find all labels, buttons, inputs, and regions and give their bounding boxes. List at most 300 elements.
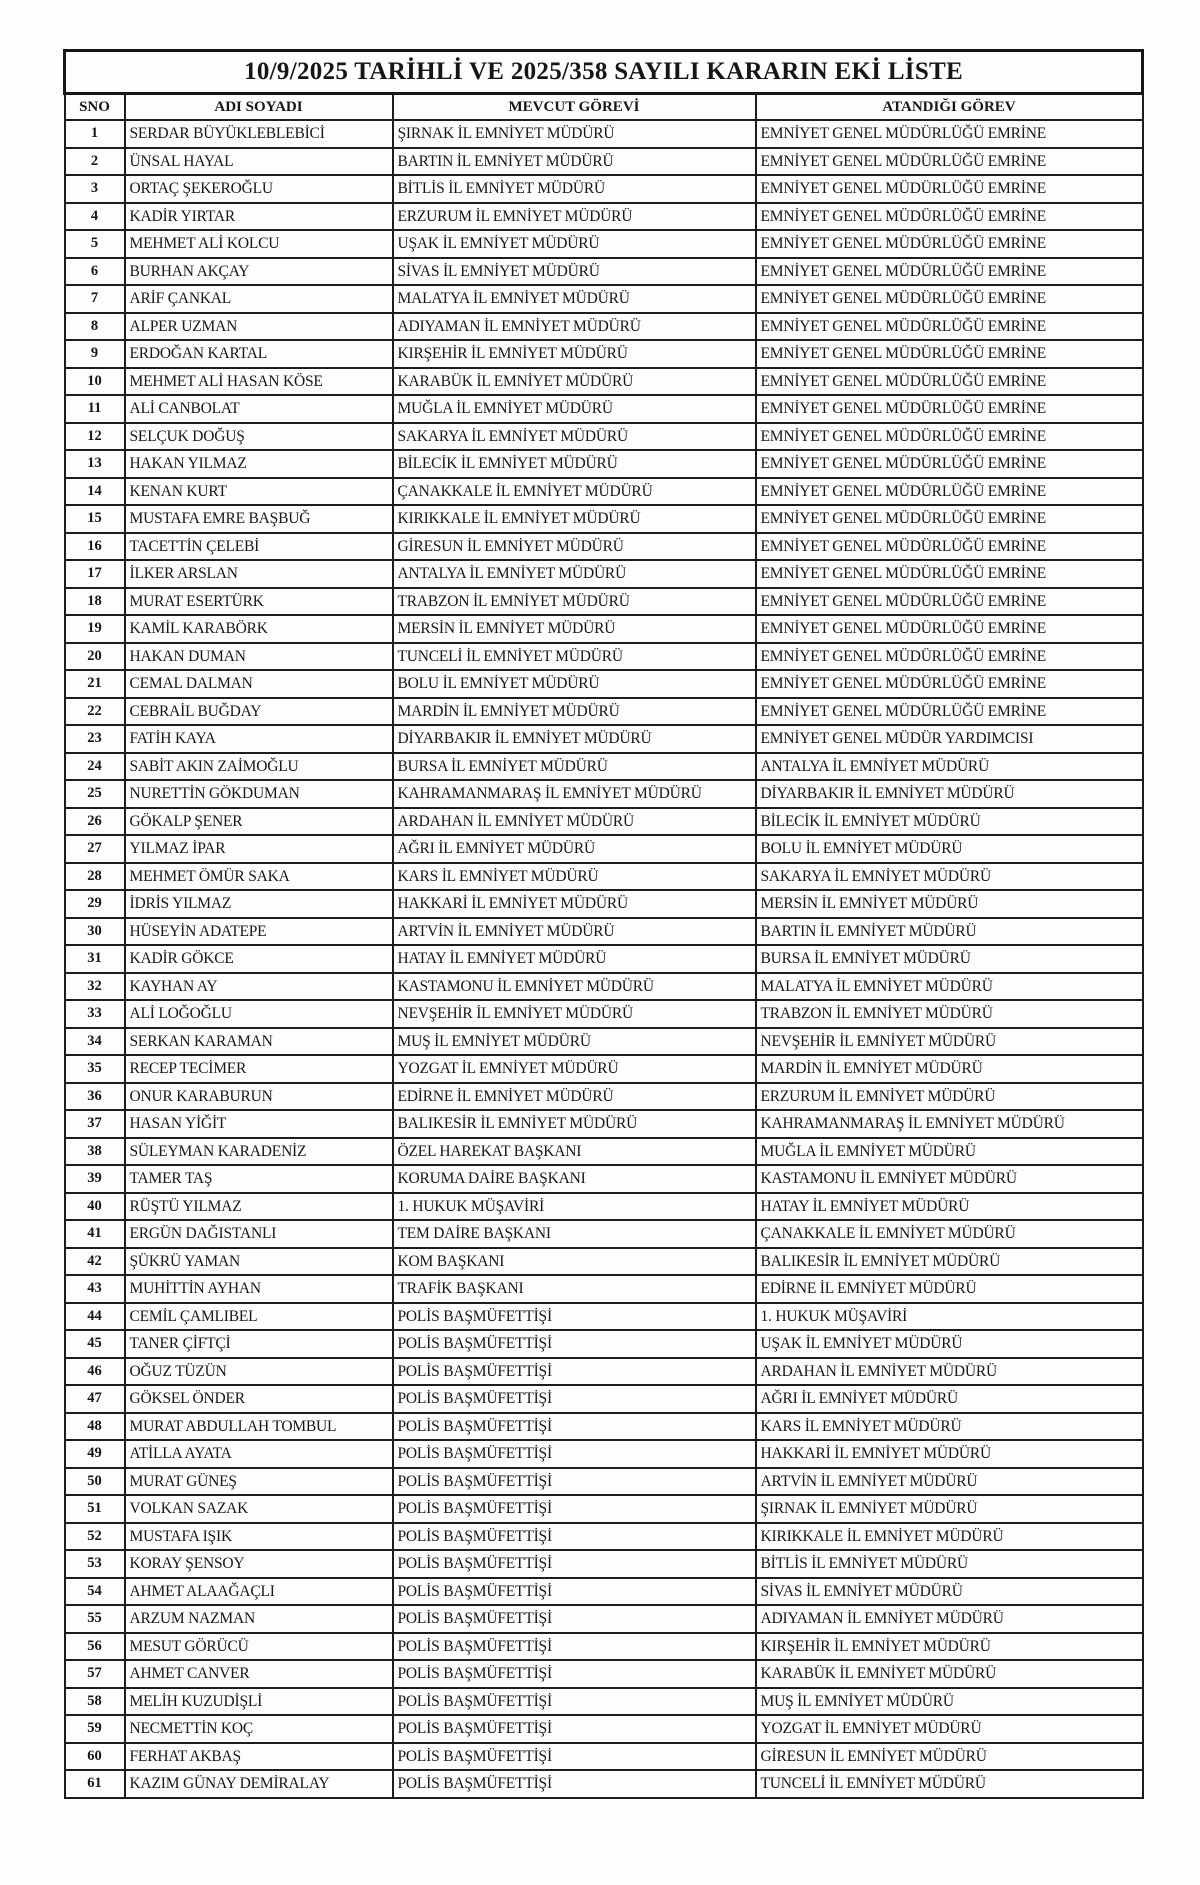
assigned-position-cell: EMNİYET GENEL MÜDÜRLÜĞÜ EMRİNE [756, 505, 1143, 533]
current-position-cell: BALIKESİR İL EMNİYET MÜDÜRÜ [393, 1110, 756, 1138]
table-header-row [65, 94, 1143, 121]
table-row [65, 1385, 1143, 1413]
name-cell: ONUR KARABURUN [125, 1083, 393, 1111]
current-position-cell: ERZURUM İL EMNİYET MÜDÜRÜ [393, 203, 756, 231]
name-cell: ALPER UZMAN [125, 313, 393, 341]
current-position-cell: POLİS BAŞMÜFETTİŞİ [393, 1550, 756, 1578]
assigned-position-cell: ARTVİN İL EMNİYET MÜDÜRÜ [756, 1468, 1143, 1496]
current-position-cell: POLİS BAŞMÜFETTİŞİ [393, 1605, 756, 1633]
row-number-cell: 6 [65, 258, 125, 286]
current-position-cell: TEM DAİRE BAŞKANI [393, 1220, 756, 1248]
table-row [65, 1468, 1143, 1496]
assigned-position-cell: EMNİYET GENEL MÜDÜRLÜĞÜ EMRİNE [756, 258, 1143, 286]
row-number-cell: 31 [65, 945, 125, 973]
current-position-cell: KARS İL EMNİYET MÜDÜRÜ [393, 863, 756, 891]
assigned-position-cell: MUŞ İL EMNİYET MÜDÜRÜ [756, 1688, 1143, 1716]
row-number-cell: 5 [65, 230, 125, 258]
assigned-position-cell: BURSA İL EMNİYET MÜDÜRÜ [756, 945, 1143, 973]
table-row [65, 1358, 1143, 1386]
assigned-position-cell: HATAY İL EMNİYET MÜDÜRÜ [756, 1193, 1143, 1221]
table-row [65, 1248, 1143, 1276]
name-cell: SERDAR BÜYÜKLEBLEBİCİ [125, 120, 393, 148]
row-number-cell: 1 [65, 120, 125, 148]
assigned-position-cell: AĞRI İL EMNİYET MÜDÜRÜ [756, 1385, 1143, 1413]
table-row [65, 368, 1143, 396]
assigned-position-cell: KASTAMONU İL EMNİYET MÜDÜRÜ [756, 1165, 1143, 1193]
table-row [65, 863, 1143, 891]
assigned-position-cell: ANTALYA İL EMNİYET MÜDÜRÜ [756, 753, 1143, 781]
name-cell: MELİH KUZUDİŞLİ [125, 1688, 393, 1716]
row-number-cell: 22 [65, 698, 125, 726]
name-cell: MEHMET ÖMÜR SAKA [125, 863, 393, 891]
row-number-cell: 7 [65, 285, 125, 313]
assigned-position-cell: BOLU İL EMNİYET MÜDÜRÜ [756, 835, 1143, 863]
table-row [65, 505, 1143, 533]
table-row [65, 285, 1143, 313]
assigned-position-cell: ADIYAMAN İL EMNİYET MÜDÜRÜ [756, 1605, 1143, 1633]
table-row [65, 835, 1143, 863]
assigned-position-cell: KIRŞEHİR İL EMNİYET MÜDÜRÜ [756, 1633, 1143, 1661]
assigned-position-cell: KIRIKKALE İL EMNİYET MÜDÜRÜ [756, 1523, 1143, 1551]
name-cell: CEBRAİL BUĞDAY [125, 698, 393, 726]
table-row [65, 533, 1143, 561]
table-row [65, 1138, 1143, 1166]
row-number-cell: 30 [65, 918, 125, 946]
name-cell: KADİR YIRTAR [125, 203, 393, 231]
table-row [65, 1303, 1143, 1331]
assigned-position-cell: EMNİYET GENEL MÜDÜRLÜĞÜ EMRİNE [756, 203, 1143, 231]
current-position-cell: ARDAHAN İL EMNİYET MÜDÜRÜ [393, 808, 756, 836]
name-cell: NECMETTİN KOÇ [125, 1715, 393, 1743]
row-number-cell: 57 [65, 1660, 125, 1688]
current-position-cell: MERSİN İL EMNİYET MÜDÜRÜ [393, 615, 756, 643]
assigned-position-cell: 1. HUKUK MÜŞAVİRİ [756, 1303, 1143, 1331]
table-row [65, 203, 1143, 231]
current-position-cell: TUNCELİ İL EMNİYET MÜDÜRÜ [393, 643, 756, 671]
name-cell: ŞÜKRÜ YAMAN [125, 1248, 393, 1276]
current-position-cell: KIRŞEHİR İL EMNİYET MÜDÜRÜ [393, 340, 756, 368]
assigned-position-cell: EMNİYET GENEL MÜDÜRLÜĞÜ EMRİNE [756, 643, 1143, 671]
assigned-position-cell: EMNİYET GENEL MÜDÜRLÜĞÜ EMRİNE [756, 368, 1143, 396]
name-cell: HÜSEYİN ADATEPE [125, 918, 393, 946]
table-row [65, 395, 1143, 423]
current-position-cell: ÖZEL HAREKAT BAŞKANI [393, 1138, 756, 1166]
name-cell: MESUT GÖRÜCÜ [125, 1633, 393, 1661]
row-number-cell: 53 [65, 1550, 125, 1578]
assigned-position-cell: EMNİYET GENEL MÜDÜRLÜĞÜ EMRİNE [756, 230, 1143, 258]
current-position-cell: POLİS BAŞMÜFETTİŞİ [393, 1715, 756, 1743]
current-position-cell: TRAFİK BAŞKANI [393, 1275, 756, 1303]
row-number-cell: 10 [65, 368, 125, 396]
name-cell: GÖKALP ŞENER [125, 808, 393, 836]
current-position-cell: HAKKARİ İL EMNİYET MÜDÜRÜ [393, 890, 756, 918]
table-row [65, 1165, 1143, 1193]
name-cell: ERGÜN DAĞISTANLI [125, 1220, 393, 1248]
row-number-cell: 61 [65, 1770, 125, 1798]
table-row [65, 945, 1143, 973]
name-cell: FATİH KAYA [125, 725, 393, 753]
row-number-cell: 35 [65, 1055, 125, 1083]
assigned-position-cell: NEVŞEHİR İL EMNİYET MÜDÜRÜ [756, 1028, 1143, 1056]
row-number-cell: 15 [65, 505, 125, 533]
table-row [65, 450, 1143, 478]
name-cell: CEMAL DALMAN [125, 670, 393, 698]
row-number-cell: 19 [65, 615, 125, 643]
name-cell: MUHİTTİN AYHAN [125, 1275, 393, 1303]
name-cell: ARZUM NAZMAN [125, 1605, 393, 1633]
table-row [65, 1028, 1143, 1056]
current-position-cell: 1. HUKUK MÜŞAVİRİ [393, 1193, 756, 1221]
row-number-cell: 23 [65, 725, 125, 753]
current-position-cell: POLİS BAŞMÜFETTİŞİ [393, 1358, 756, 1386]
table-row [65, 148, 1143, 176]
assigned-position-cell: TUNCELİ İL EMNİYET MÜDÜRÜ [756, 1770, 1143, 1798]
name-cell: HAKAN DUMAN [125, 643, 393, 671]
row-number-cell: 18 [65, 588, 125, 616]
column-header-sno: SNO [65, 94, 125, 121]
name-cell: KAMİL KARABÖRK [125, 615, 393, 643]
table-row [65, 670, 1143, 698]
row-number-cell: 4 [65, 203, 125, 231]
name-cell: TAMER TAŞ [125, 1165, 393, 1193]
name-cell: KADİR GÖKCE [125, 945, 393, 973]
table-row [65, 423, 1143, 451]
name-cell: TANER ÇİFTÇİ [125, 1330, 393, 1358]
table-row [65, 780, 1143, 808]
table-row [65, 230, 1143, 258]
table-row [65, 1688, 1143, 1716]
row-number-cell: 50 [65, 1468, 125, 1496]
current-position-cell: NEVŞEHİR İL EMNİYET MÜDÜRÜ [393, 1000, 756, 1028]
current-position-cell: GİRESUN İL EMNİYET MÜDÜRÜ [393, 533, 756, 561]
name-cell: TACETTİN ÇELEBİ [125, 533, 393, 561]
row-number-cell: 20 [65, 643, 125, 671]
name-cell: SELÇUK DOĞUŞ [125, 423, 393, 451]
assigned-position-cell: BİLECİK İL EMNİYET MÜDÜRÜ [756, 808, 1143, 836]
table-row [65, 258, 1143, 286]
row-number-cell: 52 [65, 1523, 125, 1551]
table-row [65, 1275, 1143, 1303]
current-position-cell: POLİS BAŞMÜFETTİŞİ [393, 1660, 756, 1688]
name-cell: CEMİL ÇAMLIBEL [125, 1303, 393, 1331]
name-cell: MUSTAFA IŞIK [125, 1523, 393, 1551]
assigned-position-cell: EMNİYET GENEL MÜDÜRLÜĞÜ EMRİNE [756, 478, 1143, 506]
table-row [65, 1523, 1143, 1551]
current-position-cell: DİYARBAKIR İL EMNİYET MÜDÜRÜ [393, 725, 756, 753]
assigned-position-cell: BİTLİS İL EMNİYET MÜDÜRÜ [756, 1550, 1143, 1578]
current-position-cell: KARABÜK İL EMNİYET MÜDÜRÜ [393, 368, 756, 396]
current-position-cell: MUĞLA İL EMNİYET MÜDÜRÜ [393, 395, 756, 423]
table-row [65, 1413, 1143, 1441]
name-cell: ERDOĞAN KARTAL [125, 340, 393, 368]
name-cell: MUSTAFA EMRE BAŞBUĞ [125, 505, 393, 533]
row-number-cell: 47 [65, 1385, 125, 1413]
current-position-cell: BARTIN İL EMNİYET MÜDÜRÜ [393, 148, 756, 176]
row-number-cell: 40 [65, 1193, 125, 1221]
assigned-position-cell: EMNİYET GENEL MÜDÜRLÜĞÜ EMRİNE [756, 533, 1143, 561]
current-position-cell: MUŞ İL EMNİYET MÜDÜRÜ [393, 1028, 756, 1056]
table-row [65, 313, 1143, 341]
row-number-cell: 25 [65, 780, 125, 808]
row-number-cell: 13 [65, 450, 125, 478]
current-position-cell: EDİRNE İL EMNİYET MÜDÜRÜ [393, 1083, 756, 1111]
name-cell: BURHAN AKÇAY [125, 258, 393, 286]
table-row [65, 725, 1143, 753]
row-number-cell: 39 [65, 1165, 125, 1193]
table-row [65, 1605, 1143, 1633]
assigned-position-cell: TRABZON İL EMNİYET MÜDÜRÜ [756, 1000, 1143, 1028]
current-position-cell: POLİS BAŞMÜFETTİŞİ [393, 1495, 756, 1523]
assigned-position-cell: YOZGAT İL EMNİYET MÜDÜRÜ [756, 1715, 1143, 1743]
name-cell: MURAT ESERTÜRK [125, 588, 393, 616]
name-cell: ALİ LOĞOĞLU [125, 1000, 393, 1028]
current-position-cell: SAKARYA İL EMNİYET MÜDÜRÜ [393, 423, 756, 451]
assigned-position-cell: DİYARBAKIR İL EMNİYET MÜDÜRÜ [756, 780, 1143, 808]
name-cell: KAYHAN AY [125, 973, 393, 1001]
name-cell: AHMET ALAAĞAÇLI [125, 1578, 393, 1606]
row-number-cell: 28 [65, 863, 125, 891]
assigned-position-cell: BALIKESİR İL EMNİYET MÜDÜRÜ [756, 1248, 1143, 1276]
current-position-cell: YOZGAT İL EMNİYET MÜDÜRÜ [393, 1055, 756, 1083]
current-position-cell: POLİS BAŞMÜFETTİŞİ [393, 1523, 756, 1551]
assigned-position-cell: ERZURUM İL EMNİYET MÜDÜRÜ [756, 1083, 1143, 1111]
assigned-position-cell: HAKKARİ İL EMNİYET MÜDÜRÜ [756, 1440, 1143, 1468]
row-number-cell: 17 [65, 560, 125, 588]
assigned-position-cell: SİVAS İL EMNİYET MÜDÜRÜ [756, 1578, 1143, 1606]
name-cell: YILMAZ İPAR [125, 835, 393, 863]
name-cell: MURAT ABDULLAH TOMBUL [125, 1413, 393, 1441]
current-position-cell: BİTLİS İL EMNİYET MÜDÜRÜ [393, 175, 756, 203]
row-number-cell: 8 [65, 313, 125, 341]
table-row [65, 918, 1143, 946]
row-number-cell: 11 [65, 395, 125, 423]
table-row [65, 1110, 1143, 1138]
assigned-position-cell: EMNİYET GENEL MÜDÜRLÜĞÜ EMRİNE [756, 698, 1143, 726]
table-row [65, 120, 1143, 148]
name-cell: OĞUZ TÜZÜN [125, 1358, 393, 1386]
row-number-cell: 2 [65, 148, 125, 176]
row-number-cell: 59 [65, 1715, 125, 1743]
table-row [65, 1193, 1143, 1221]
column-header-name: ADI SOYADI [125, 94, 393, 121]
row-number-cell: 43 [65, 1275, 125, 1303]
title-row [65, 51, 1143, 94]
assigned-position-cell: MERSİN İL EMNİYET MÜDÜRÜ [756, 890, 1143, 918]
assigned-position-cell: EMNİYET GENEL MÜDÜRLÜĞÜ EMRİNE [756, 450, 1143, 478]
assigned-position-cell: EMNİYET GENEL MÜDÜRLÜĞÜ EMRİNE [756, 588, 1143, 616]
table-row [65, 973, 1143, 1001]
decree-annex-table [63, 49, 1144, 1799]
current-position-cell: BOLU İL EMNİYET MÜDÜRÜ [393, 670, 756, 698]
assigned-position-cell: EMNİYET GENEL MÜDÜRLÜĞÜ EMRİNE [756, 120, 1143, 148]
row-number-cell: 26 [65, 808, 125, 836]
table-row [65, 1770, 1143, 1798]
current-position-cell: POLİS BAŞMÜFETTİŞİ [393, 1440, 756, 1468]
row-number-cell: 36 [65, 1083, 125, 1111]
assigned-position-cell: KAHRAMANMARAŞ İL EMNİYET MÜDÜRÜ [756, 1110, 1143, 1138]
row-number-cell: 42 [65, 1248, 125, 1276]
assigned-position-cell: EMNİYET GENEL MÜDÜR YARDIMCISI [756, 725, 1143, 753]
name-cell: ARİF ÇANKAL [125, 285, 393, 313]
current-position-cell: ÇANAKKALE İL EMNİYET MÜDÜRÜ [393, 478, 756, 506]
current-position-cell: POLİS BAŞMÜFETTİŞİ [393, 1385, 756, 1413]
assigned-position-cell: UŞAK İL EMNİYET MÜDÜRÜ [756, 1330, 1143, 1358]
table-row [65, 1083, 1143, 1111]
table-row [65, 1743, 1143, 1771]
table-row [65, 1578, 1143, 1606]
name-cell: MURAT GÜNEŞ [125, 1468, 393, 1496]
name-cell: SÜLEYMAN KARADENİZ [125, 1138, 393, 1166]
row-number-cell: 51 [65, 1495, 125, 1523]
current-position-cell: MARDİN İL EMNİYET MÜDÜRÜ [393, 698, 756, 726]
table-body [65, 120, 1143, 1798]
table-row [65, 615, 1143, 643]
table-row [65, 753, 1143, 781]
assigned-position-cell: EMNİYET GENEL MÜDÜRLÜĞÜ EMRİNE [756, 340, 1143, 368]
current-position-cell: KORUMA DAİRE BAŞKANI [393, 1165, 756, 1193]
table-row [65, 1220, 1143, 1248]
name-cell: ÜNSAL HAYAL [125, 148, 393, 176]
table-row [65, 890, 1143, 918]
row-number-cell: 60 [65, 1743, 125, 1771]
name-cell: VOLKAN SAZAK [125, 1495, 393, 1523]
current-position-cell: POLİS BAŞMÜFETTİŞİ [393, 1633, 756, 1661]
table-row [65, 1633, 1143, 1661]
current-position-cell: BURSA İL EMNİYET MÜDÜRÜ [393, 753, 756, 781]
current-position-cell: MALATYA İL EMNİYET MÜDÜRÜ [393, 285, 756, 313]
row-number-cell: 29 [65, 890, 125, 918]
row-number-cell: 3 [65, 175, 125, 203]
row-number-cell: 58 [65, 1688, 125, 1716]
table-row [65, 1000, 1143, 1028]
row-number-cell: 16 [65, 533, 125, 561]
current-position-cell: KIRIKKALE İL EMNİYET MÜDÜRÜ [393, 505, 756, 533]
current-position-cell: POLİS BAŞMÜFETTİŞİ [393, 1330, 756, 1358]
assigned-position-cell: GİRESUN İL EMNİYET MÜDÜRÜ [756, 1743, 1143, 1771]
current-position-cell: ARTVİN İL EMNİYET MÜDÜRÜ [393, 918, 756, 946]
assigned-position-cell: MARDİN İL EMNİYET MÜDÜRÜ [756, 1055, 1143, 1083]
row-number-cell: 44 [65, 1303, 125, 1331]
row-number-cell: 27 [65, 835, 125, 863]
assigned-position-cell: SAKARYA İL EMNİYET MÜDÜRÜ [756, 863, 1143, 891]
current-position-cell: POLİS BAŞMÜFETTİŞİ [393, 1743, 756, 1771]
name-cell: GÖKSEL ÖNDER [125, 1385, 393, 1413]
table-row [65, 1055, 1143, 1083]
name-cell: ATİLLA AYATA [125, 1440, 393, 1468]
table-row [65, 808, 1143, 836]
current-position-cell: ANTALYA İL EMNİYET MÜDÜRÜ [393, 560, 756, 588]
assigned-position-cell: ARDAHAN İL EMNİYET MÜDÜRÜ [756, 1358, 1143, 1386]
current-position-cell: BİLECİK İL EMNİYET MÜDÜRÜ [393, 450, 756, 478]
row-number-cell: 56 [65, 1633, 125, 1661]
current-position-cell: TRABZON İL EMNİYET MÜDÜRÜ [393, 588, 756, 616]
name-cell: SABİT AKIN ZAİMOĞLU [125, 753, 393, 781]
assigned-position-cell: EMNİYET GENEL MÜDÜRLÜĞÜ EMRİNE [756, 423, 1143, 451]
name-cell: İDRİS YILMAZ [125, 890, 393, 918]
name-cell: İLKER ARSLAN [125, 560, 393, 588]
name-cell: KORAY ŞENSOY [125, 1550, 393, 1578]
assigned-position-cell: KARS İL EMNİYET MÜDÜRÜ [756, 1413, 1143, 1441]
assigned-position-cell: MALATYA İL EMNİYET MÜDÜRÜ [756, 973, 1143, 1001]
current-position-cell: KASTAMONU İL EMNİYET MÜDÜRÜ [393, 973, 756, 1001]
row-number-cell: 38 [65, 1138, 125, 1166]
row-number-cell: 24 [65, 753, 125, 781]
row-number-cell: 33 [65, 1000, 125, 1028]
current-position-cell: SİVAS İL EMNİYET MÜDÜRÜ [393, 258, 756, 286]
row-number-cell: 46 [65, 1358, 125, 1386]
assigned-position-cell: EMNİYET GENEL MÜDÜRLÜĞÜ EMRİNE [756, 670, 1143, 698]
assigned-position-cell: EMNİYET GENEL MÜDÜRLÜĞÜ EMRİNE [756, 175, 1143, 203]
name-cell: MEHMET ALİ HASAN KÖSE [125, 368, 393, 396]
name-cell: HASAN YİĞİT [125, 1110, 393, 1138]
assigned-position-cell: EDİRNE İL EMNİYET MÜDÜRÜ [756, 1275, 1143, 1303]
name-cell: FERHAT AKBAŞ [125, 1743, 393, 1771]
row-number-cell: 49 [65, 1440, 125, 1468]
name-cell: RÜŞTÜ YILMAZ [125, 1193, 393, 1221]
row-number-cell: 21 [65, 670, 125, 698]
table-row [65, 1715, 1143, 1743]
current-position-cell: POLİS BAŞMÜFETTİŞİ [393, 1578, 756, 1606]
table-row [65, 175, 1143, 203]
assigned-position-cell: BARTIN İL EMNİYET MÜDÜRÜ [756, 918, 1143, 946]
table-row [65, 643, 1143, 671]
column-header-assigned-position: ATANDIĞI GÖREV [756, 94, 1143, 121]
row-number-cell: 14 [65, 478, 125, 506]
table-row [65, 1550, 1143, 1578]
table-row [65, 1660, 1143, 1688]
table-row [65, 560, 1143, 588]
name-cell: RECEP TECİMER [125, 1055, 393, 1083]
row-number-cell: 45 [65, 1330, 125, 1358]
current-position-cell: POLİS BAŞMÜFETTİŞİ [393, 1770, 756, 1798]
row-number-cell: 37 [65, 1110, 125, 1138]
current-position-cell: POLİS BAŞMÜFETTİŞİ [393, 1303, 756, 1331]
name-cell: KAZIM GÜNAY DEMİRALAY [125, 1770, 393, 1798]
document-title: 10/9/2025 TARİHLİ VE 2025/358 SAYILI KARARIN EKİ LİSTE [65, 51, 1143, 94]
current-position-cell: KOM BAŞKANI [393, 1248, 756, 1276]
name-cell: AHMET CANVER [125, 1660, 393, 1688]
assigned-position-cell: EMNİYET GENEL MÜDÜRLÜĞÜ EMRİNE [756, 285, 1143, 313]
name-cell: SERKAN KARAMAN [125, 1028, 393, 1056]
current-position-cell: POLİS BAŞMÜFETTİŞİ [393, 1688, 756, 1716]
assigned-position-cell: EMNİYET GENEL MÜDÜRLÜĞÜ EMRİNE [756, 395, 1143, 423]
assigned-position-cell: ŞIRNAK İL EMNİYET MÜDÜRÜ [756, 1495, 1143, 1523]
name-cell: MEHMET ALİ KOLCU [125, 230, 393, 258]
table-row [65, 340, 1143, 368]
table-row [65, 1495, 1143, 1523]
current-position-cell: AĞRI İL EMNİYET MÜDÜRÜ [393, 835, 756, 863]
name-cell: ALİ CANBOLAT [125, 395, 393, 423]
row-number-cell: 9 [65, 340, 125, 368]
row-number-cell: 48 [65, 1413, 125, 1441]
table-row [65, 1330, 1143, 1358]
name-cell: HAKAN YILMAZ [125, 450, 393, 478]
table-row [65, 1440, 1143, 1468]
row-number-cell: 12 [65, 423, 125, 451]
current-position-cell: UŞAK İL EMNİYET MÜDÜRÜ [393, 230, 756, 258]
table-row [65, 698, 1143, 726]
assigned-position-cell: EMNİYET GENEL MÜDÜRLÜĞÜ EMRİNE [756, 313, 1143, 341]
row-number-cell: 34 [65, 1028, 125, 1056]
row-number-cell: 41 [65, 1220, 125, 1248]
row-number-cell: 55 [65, 1605, 125, 1633]
name-cell: NURETTİN GÖKDUMAN [125, 780, 393, 808]
name-cell: KENAN KURT [125, 478, 393, 506]
row-number-cell: 32 [65, 973, 125, 1001]
assigned-position-cell: ÇANAKKALE İL EMNİYET MÜDÜRÜ [756, 1220, 1143, 1248]
name-cell: ORTAÇ ŞEKEROĞLU [125, 175, 393, 203]
current-position-cell: HATAY İL EMNİYET MÜDÜRÜ [393, 945, 756, 973]
